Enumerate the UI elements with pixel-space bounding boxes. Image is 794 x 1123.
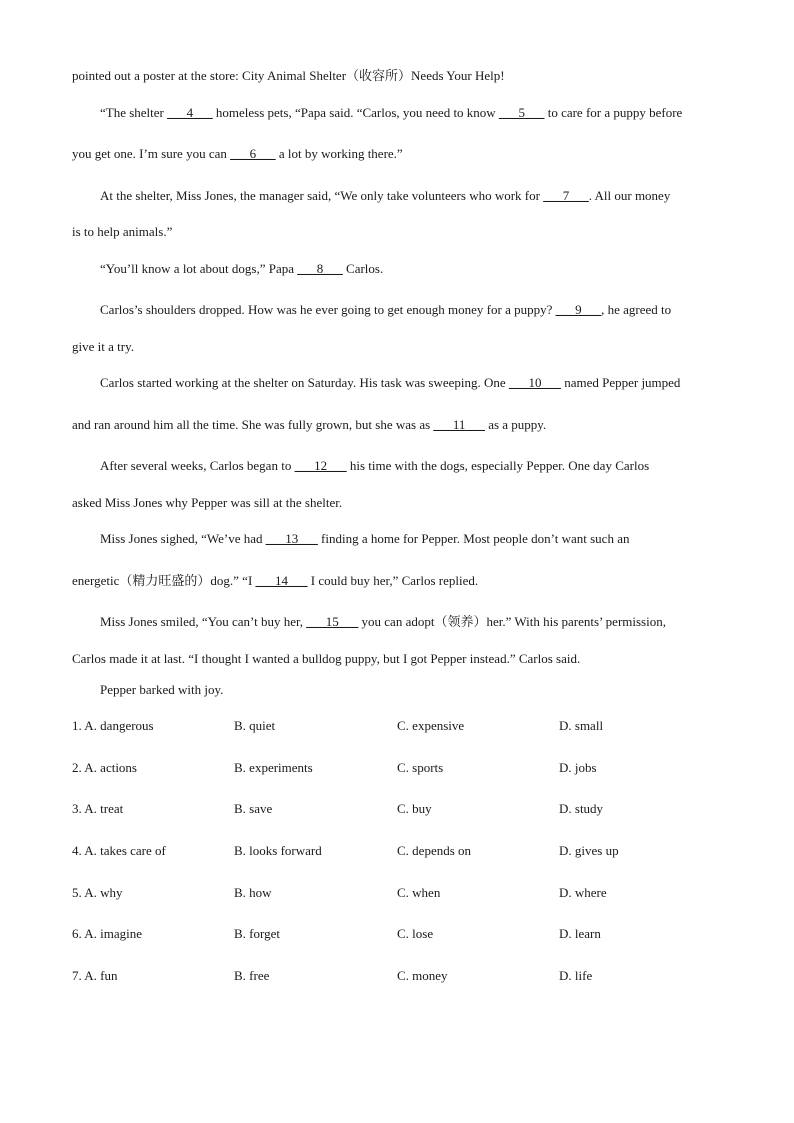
question-row [72, 843, 752, 859]
option-c: C. sports [397, 760, 444, 775]
blank-11: ___11___ [433, 417, 485, 432]
option-a: 6. A. imagine [72, 926, 143, 941]
blank-15: ___15___ [306, 614, 359, 629]
option-b: B. free [234, 968, 270, 983]
passage-line: After several weeks, Carlos began to ___12___ his time with the dogs, especially Pepper. One day Carlos [100, 458, 650, 473]
question-row [72, 968, 752, 984]
option-b: B. experiments [234, 760, 313, 775]
question-row [72, 885, 752, 901]
blank-6: ___6___ [230, 146, 276, 161]
passage-line: “The shelter ___4___ homeless pets, “Papa said. “Carlos, you need to know ___5___ to care for a puppy before [100, 105, 683, 120]
option-a: 7. A. fun [72, 968, 118, 983]
option-b: B. quiet [234, 718, 276, 733]
question-row [72, 801, 752, 817]
option-d: D. study [559, 801, 604, 816]
passage-line: Carlos started working at the shelter on Saturday. His task was sweeping. One ___10___ named Pepper jumped [100, 375, 681, 390]
option-b: B. looks forward [234, 843, 322, 858]
blank-14: ___14___ [255, 573, 308, 588]
passage-line: Carlos made it at last. “I thought I wanted a bulldog puppy, but I got Pepper instead.” Carlos said. [72, 651, 581, 666]
option-d: D. small [559, 718, 604, 733]
option-a: 3. A. treat [72, 801, 124, 816]
passage-line: asked Miss Jones why Pepper was sill at the shelter. [72, 495, 343, 510]
passage-line: Pepper barked with joy. [100, 682, 224, 697]
question-row [72, 760, 752, 776]
passage-line: give it a try. [72, 339, 134, 354]
blank-8: ___8___ [297, 261, 343, 276]
passage-line: Miss Jones sighed, “We’ve had ___13___ finding a home for Pepper. Most people don’t want such an [100, 531, 630, 546]
option-b: B. save [234, 801, 273, 816]
blank-12: ___12___ [294, 458, 347, 473]
passage-line: “You’ll know a lot about dogs,” Papa ___8___ Carlos. [100, 261, 384, 276]
option-d: D. life [559, 968, 593, 983]
passage-line: and ran around him all the time. She was fully grown, but she was as ___11___ as a puppy. [72, 417, 547, 432]
passage-line: you get one. I’m sure you can ___6___ a lot by working there.” [72, 146, 403, 161]
passage-line: Carlos’s shoulders dropped. How was he ever going to get enough money for a puppy? ___9___, he agreed to [100, 302, 672, 317]
question-row [72, 926, 752, 942]
blank-5: ___5___ [498, 105, 545, 120]
option-c: C. expensive [397, 718, 465, 733]
option-b: B. forget [234, 926, 280, 941]
blank-4: ___4___ [167, 105, 213, 120]
option-d: D. learn [559, 926, 601, 941]
option-c: C. depends on [397, 843, 472, 858]
option-c: C. when [397, 885, 441, 900]
blank-10: ___10___ [508, 375, 561, 390]
blank-9: ___9___ [555, 302, 602, 317]
blank-7: ___7___ [543, 188, 589, 203]
option-c: C. lose [397, 926, 434, 941]
passage-line: is to help animals.” [72, 224, 173, 239]
option-a: 1. A. dangerous [72, 718, 154, 733]
option-c: C. buy [397, 801, 432, 816]
option-a: 4. A. takes care of [72, 843, 166, 858]
passage-line: At the shelter, Miss Jones, the manager said, “We only take volunteers who work for ___7___. All our money [100, 188, 671, 203]
passage-line: Miss Jones smiled, “You can’t buy her, ___15___ you can adopt（领养）her.” With his parents’ permission, [100, 614, 666, 629]
option-a: 5. A. why [72, 885, 123, 900]
option-b: B. how [234, 885, 272, 900]
option-d: D. gives up [559, 843, 619, 858]
option-a: 2. A. actions [72, 760, 137, 775]
passage-line: energetic（精力旺盛的）dog.” “I ___14___ I could buy her,” Carlos replied. [72, 573, 479, 588]
blank-13: ___13___ [265, 531, 318, 546]
passage-line: pointed out a poster at the store: City Animal Shelter（收容所）Needs Your Help! [72, 68, 505, 83]
option-c: C. money [397, 968, 448, 983]
option-d: D. where [559, 885, 607, 900]
option-d: D. jobs [559, 760, 597, 775]
question-row [72, 718, 752, 734]
